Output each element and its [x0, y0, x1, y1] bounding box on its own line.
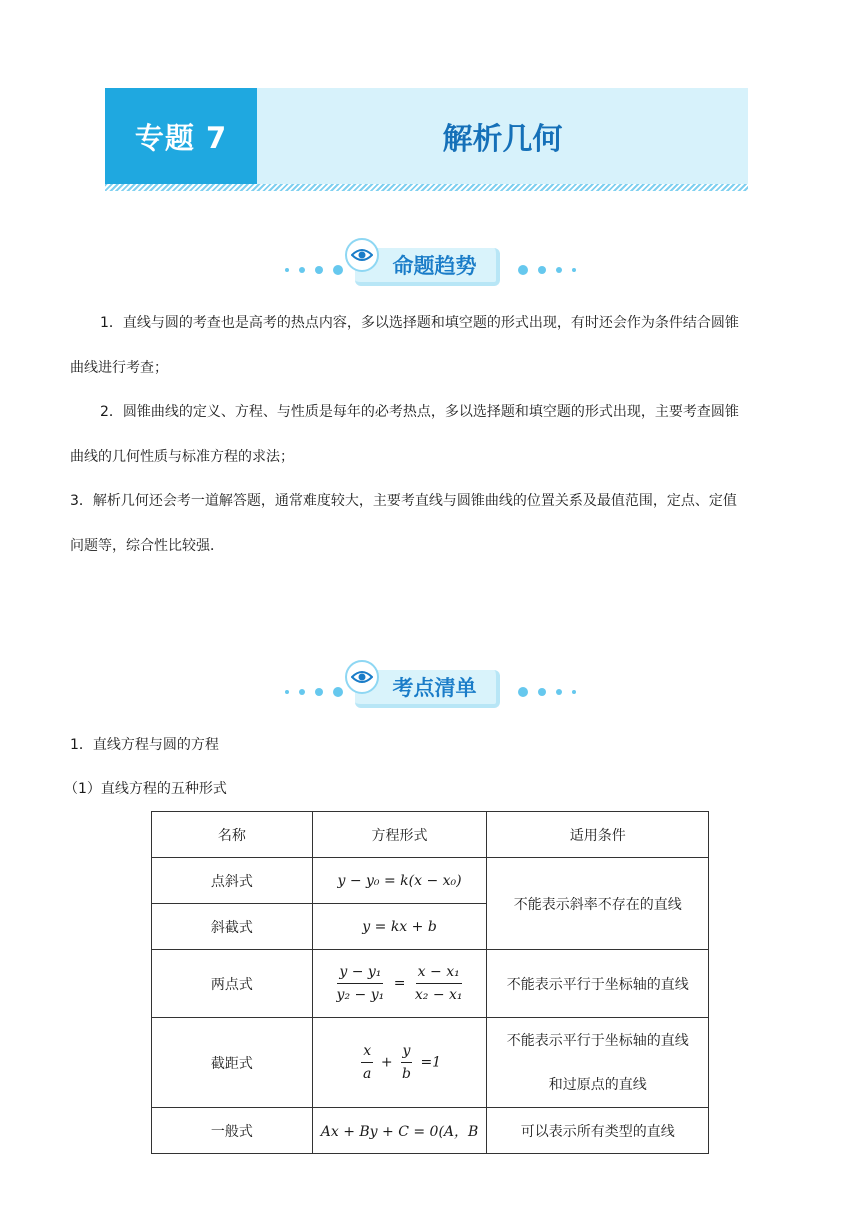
table-row — [152, 950, 709, 1018]
fraction: $\frac{\text{x − x₁}}{\text{x₂ − x₁}}$ — [414, 964, 463, 1003]
form-condition: 不能表示平行于坐标轴的直线 — [487, 950, 709, 1018]
paragraph-line: 3．解析几何还会考一道解答题，通常难度较大，主要考直线与圆锥曲线的位置关系及最值范围，定点、定值 — [70, 493, 737, 509]
eye-icon — [345, 238, 379, 272]
section-heading-checklist — [0, 660, 860, 710]
form-formula: y − y₀ = k(x − x₀) — [312, 858, 487, 904]
decor-dots-left — [285, 686, 343, 698]
table-header-row — [152, 812, 709, 858]
paragraph-line: 问题等，综合性比较强． — [70, 538, 224, 554]
decor-dots-right — [518, 264, 576, 276]
form-condition: 可以表示所有类型的直线 — [487, 1108, 709, 1154]
subheading: （1）直线方程的五种形式 — [64, 781, 227, 797]
form-name: 斜截式 — [152, 904, 313, 950]
form-condition: 不能表示平行于坐标轴的直线 和过原点的直线 — [487, 1018, 709, 1108]
paragraph-line: 曲线进行考查； — [70, 360, 168, 376]
paragraph-line: 曲线的几何性质与标准方程的求法； — [70, 449, 294, 465]
fraction: $\frac{y}{b}$ — [402, 1043, 411, 1082]
form-name: 一般式 — [152, 1108, 313, 1154]
form-name: 点斜式 — [152, 858, 313, 904]
eye-icon — [345, 660, 379, 694]
section-heading-trend — [0, 238, 860, 288]
line-forms-table — [151, 811, 709, 1154]
topic-label: 专题 7 — [134, 120, 228, 155]
section-title: 命题趋势 — [392, 254, 477, 278]
table-header: 方程形式 — [312, 812, 487, 858]
section-title: 考点清单 — [392, 676, 477, 700]
topic-title-box — [257, 88, 748, 184]
form-name: 两点式 — [152, 950, 313, 1018]
fraction: $\frac{x}{a}$ — [363, 1043, 372, 1082]
form-formula: $\frac{x}{a}$ + $\frac{y}{b}$ =1 — [312, 1018, 487, 1108]
table-row — [152, 1018, 709, 1108]
table-row — [152, 858, 709, 904]
table-row — [152, 1108, 709, 1154]
paragraph-line: 1．直线与圆的考查也是高考的热点内容，多以选择题和填空题的形式出现，有时还会作为条件结合圆锥 — [100, 315, 739, 331]
form-formula: $\frac{\text{y − y₁}}{\text{y₂ − y₁}}$ = $\frac{\text{x − x₁}}{\text{x₂ − x₁}}$ — [312, 950, 487, 1018]
topic-label-box — [105, 88, 257, 184]
decor-dots-left — [285, 264, 343, 276]
table-header: 名称 — [152, 812, 313, 858]
form-formula: Ax + By + C = 0(A，B — [312, 1108, 487, 1154]
form-name: 截距式 — [152, 1018, 313, 1108]
subheading: 1．直线方程与圆的方程 — [70, 737, 219, 753]
paragraph-line: 2．圆锥曲线的定义、方程、与性质是每年的必考热点，多以选择题和填空题的形式出现，主要考查圆锥 — [100, 404, 739, 420]
form-condition: 不能表示斜率不存在的直线 — [487, 858, 709, 950]
banner-stripe — [105, 184, 748, 191]
topic-banner — [105, 88, 748, 192]
fraction: $\frac{\text{y − y₁}}{\text{y₂ − y₁}}$ — [336, 964, 385, 1003]
table-header: 适用条件 — [487, 812, 709, 858]
topic-title: 解析几何 — [442, 122, 563, 157]
decor-dots-right — [518, 686, 576, 698]
form-formula: y = kx + b — [312, 904, 487, 950]
